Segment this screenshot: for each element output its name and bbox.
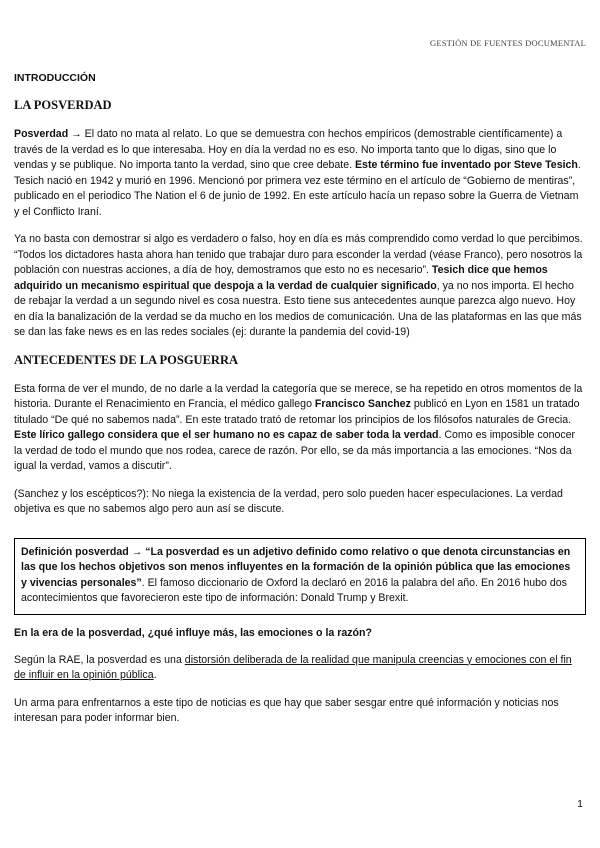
intro-heading: INTRODUCCIÓN: [14, 72, 96, 84]
definition-box: [14, 538, 586, 615]
question-heading: En la era de la posverdad, ¿qué influye más, las emociones o la razón?: [14, 626, 372, 639]
document-body: [14, 72, 586, 739]
arrow-glyph: →: [68, 128, 85, 140]
running-header: GESTIÓN DE FUENTES DOCUMENTAL: [430, 38, 586, 48]
closing-paragraph: Un arma para enfrentarnos a este tipo de noticias es que hay que saber sesgar entre qué información y noticias nos interesan para poder informar bien.: [14, 696, 559, 724]
posguerra-heading: ANTECEDENTES DE LA POSGUERRA: [14, 352, 239, 367]
posguerra-paragraph-1: Esta forma de ver el mundo, de no darle a la verdad la categoría que se merece, se ha repetido en otros momentos de la historia. Durante el Renacimiento en Francia, el médico gallego Francisco Sanchez publicó en Lyon en 1581 un tratado titulado “De qué no sabemos nada”. En este tratado trató de retomar los principios de los filósofos naturales de Grecia. Este lírico gallego considera que el ser humano no es capaz de saber toda la verdad. Como es imposible conocer la verdad de todo el mundo que nos rodea, carece de razón. Por ello, se da más importancia a las emociones. “Nos da igual la verdad, vamos a discutir”.: [14, 382, 583, 472]
posverdad-heading: LA POSVERDAD: [14, 98, 112, 112]
posguerra-paragraph-2: (Sanchez y los escépticos?): No niega la existencia de la verdad, pero solo pueden hacer especulaciones. La verdad objetiva es que no sabemos algo pero aun así se discute.: [14, 487, 563, 515]
posverdad-paragraph-2: Ya no basta con demostrar si algo es verdadero o falso, hoy en día es más comprendido como verdad lo que percibimos. “Todos los dictadores hasta ahora han tenido que trabajar duro para esconder la verdad (véase Franco), pero nosotros la población con nuestras acciones, a día de hoy, demostramos que esto no es necesario”. Tesich dice que hemos adquirido un mecanismo espiritual que despoja a la verdad de cualquier significado, ya no nos importa. El hecho de rebajar la verdad a un segundo nivel es cosa nuestra. Esto tiene sus antecedentes aunque parezca algo nuevo. Hoy en día la banalización de la verdad se da mucho en los medios de comunicación. Una de las plataformas en las que más se dan las fake news es en las redes sociales (ej: durante la pandemia del covid-19): [14, 233, 583, 338]
posverdad-paragraph-1: Posverdad → El dato no mata al relato. Lo que se demuestra con hechos empíricos (demostrable científicamente) a través de la verdad es lo que interesaba. Hoy en día la verdad no es eso. No importa tanto que lo digas, sino que lo vendas y se publique. No importa tanto la verdad, sino que cree debate. Este término fue inventado por Steve Tesich. Tesich nació en 1942 y murió en 1996. Mencionó por primera vez este término en el artículo de “Gobierno de mentiras”, publicado en el periodico The Nation el 6 de junio de 1992. En este artículo hacía un repaso sobre la Guerra de Vietnam y el Conflicto Iraní.: [14, 128, 581, 218]
term-posverdad: Posverdad: [14, 128, 69, 140]
rae-definition-paragraph: Según la RAE, la posverdad es una distorsión deliberada de la realidad que manipula creencias y emociones con el fin de influir en la opinión pública.: [14, 653, 572, 681]
definition-text: Definición posverdad → “La posverdad es un adjetivo definido como relativo o que denota circunstancias en las que los hechos objetivos son menos influyentes en la formación de la opinión pública que las emociones y vivencias personales”. El famoso diccionario de Oxford la declaró en 2016 la palabra del año. En 2016 hubo dos acontecimientos que favorecieron este tipo de información: Donald Trump y Brexit.: [21, 545, 571, 604]
underlined-definition: distorsión deliberada de la realidad que manipula creencias y emociones con el fin de influir en la opinión pública: [14, 653, 572, 681]
page-number: 1: [577, 798, 583, 810]
